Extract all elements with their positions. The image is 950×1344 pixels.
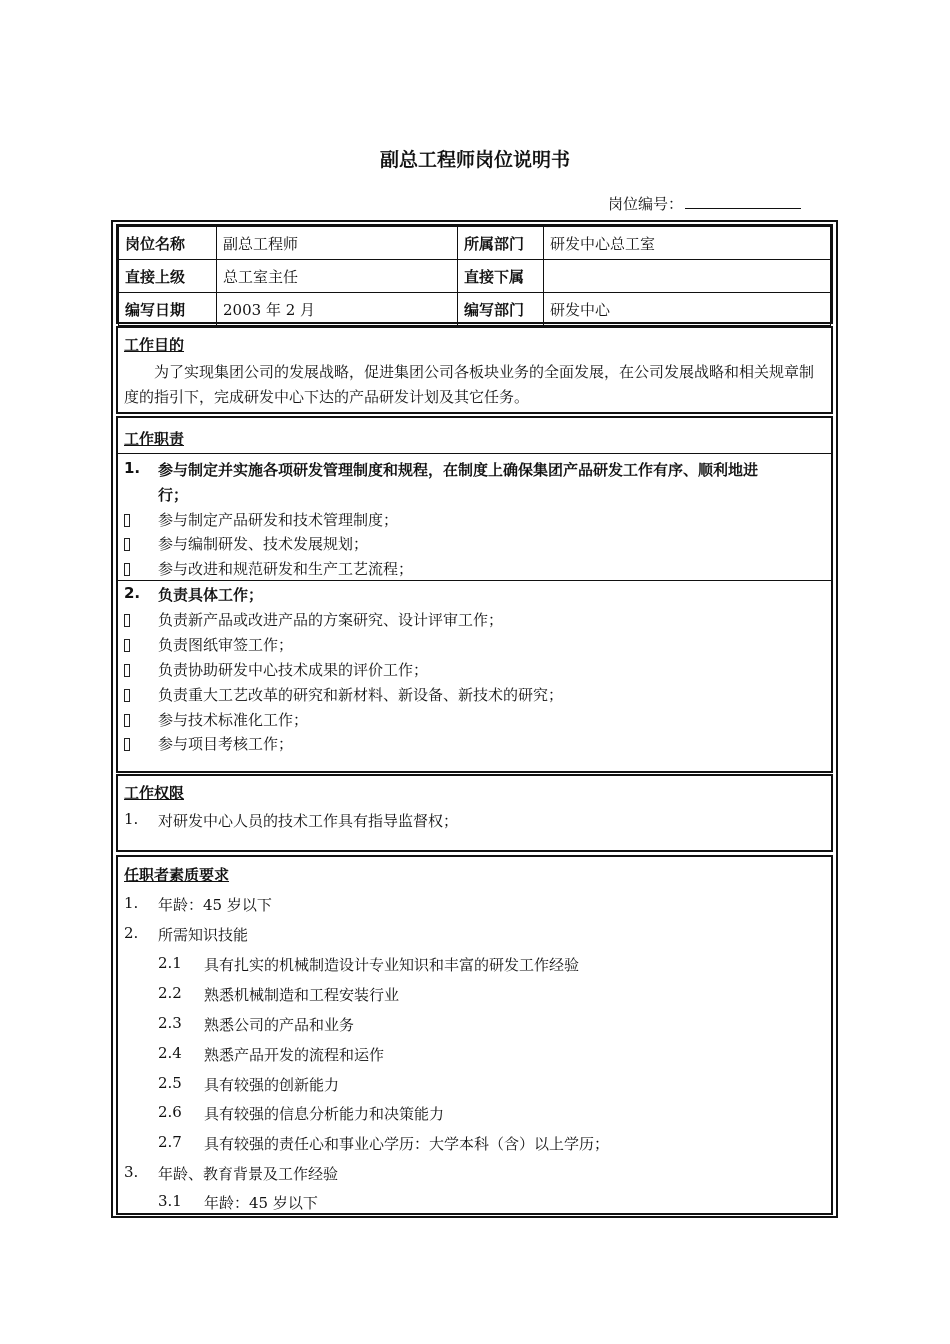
list-item-text: 参与技术标准化工作；: [158, 711, 309, 729]
requirements-section: [116, 855, 833, 1215]
value-write-department: 研发中心: [544, 293, 831, 326]
label-superior: 直接上级: [119, 260, 217, 293]
info-table: [118, 226, 831, 326]
value-superior: 总工室主任: [217, 260, 458, 293]
label-position-name: 岗位名称: [119, 227, 217, 260]
bullet-icon: [124, 563, 130, 576]
duties-heading: 工作职责: [124, 430, 185, 448]
post-number-blank: [685, 196, 801, 209]
requirement-number: 2.2: [158, 984, 182, 1002]
requirement-text: 具有较强的信息分析能力和决策能力: [204, 1105, 445, 1123]
authority-section: [116, 774, 833, 852]
duty-group-1-number: 1.: [124, 459, 141, 477]
bullet-icon: [124, 714, 130, 727]
list-item-text: 负责协助研发中心技术成果的评价工作；: [158, 661, 429, 679]
divider: [118, 453, 831, 454]
duty-group-2-text: 负责具体工作；: [158, 586, 264, 604]
bullet-icon: [124, 514, 130, 527]
list-item-text: 参与改进和规范研发和生产工艺流程；: [158, 560, 414, 578]
page-title: 副总工程师岗位说明书: [379, 149, 570, 171]
purpose-text: 为了实现集团公司的发展战略，促进集团公司各板块业务的全面发展，在公司发展战略和相关规章制度的指引下，完成研发中心下达的产品研发计划及其它任务。: [124, 363, 815, 406]
post-number-label: 岗位编号：: [608, 195, 684, 213]
list-item-text: 负责新产品或改进产品的方案研究、设计评审工作；: [158, 611, 504, 629]
list-item-text: 负责重大工艺改革的研究和新材料、新设备、新技术的研究；: [158, 686, 564, 704]
requirement-number: 3.1: [158, 1192, 182, 1210]
duties-section: [116, 416, 833, 773]
list-item-text: 参与编制研发、技术发展规划；: [158, 535, 369, 553]
bullet-icon: [124, 639, 130, 652]
label-department: 所属部门: [458, 227, 544, 260]
requirements-heading: 任职者素质要求: [124, 866, 230, 884]
authority-text: 对研发中心人员的技术工作具有指导监督权；: [158, 812, 459, 830]
authority-number: 1.: [124, 810, 139, 828]
requirement-text: 年龄、教育背景及工作经验: [158, 1165, 339, 1183]
requirement-text: 年龄：45 岁以下: [158, 896, 272, 914]
duty-group-2-number: 2.: [124, 584, 141, 602]
label-write-department: 编写部门: [458, 293, 544, 326]
list-item-text: 参与项目考核工作；: [158, 735, 294, 753]
value-subordinate: [544, 260, 831, 293]
requirement-number: 2.6: [158, 1103, 182, 1121]
info-row: [119, 260, 831, 293]
bullet-icon: [124, 738, 130, 751]
value-position-name: 副总工程师: [217, 227, 458, 260]
info-table-box: [116, 224, 833, 324]
label-write-date: 编写日期: [119, 293, 217, 326]
duty-group-1-line1: 参与制定并实施各项研发管理制度和规程，在制度上确保集团产品研发工作有序、顺利地进: [158, 461, 759, 479]
requirement-number: 2.3: [158, 1014, 182, 1032]
list-item-text: 参与制定产品研发和技术管理制度；: [158, 511, 399, 529]
requirement-text: 年龄：45 岁以下: [204, 1194, 318, 1212]
bullet-icon: [124, 538, 130, 551]
requirement-number: 2.5: [158, 1074, 182, 1092]
requirement-text: 熟悉公司的产品和业务: [204, 1016, 355, 1034]
requirement-number: 3.: [124, 1163, 139, 1181]
requirement-text: 具有较强的责任心和事业心学历：大学本科（含）以上学历；: [204, 1135, 610, 1153]
value-department: 研发中心总工室: [544, 227, 831, 260]
requirement-text: 熟悉产品开发的流程和运作: [204, 1046, 385, 1064]
requirement-number: 2.4: [158, 1044, 182, 1062]
purpose-heading: 工作目的: [124, 336, 185, 354]
requirement-text: 熟悉机械制造和工程安装行业: [204, 986, 400, 1004]
list-item-text: 负责图纸审签工作；: [158, 636, 294, 654]
bullet-icon: [124, 614, 130, 627]
divider: [118, 580, 831, 581]
requirement-number: 1.: [124, 894, 139, 912]
bullet-icon: [124, 664, 130, 677]
purpose-section: [116, 326, 833, 414]
bullet-icon: [124, 689, 130, 702]
info-row: [119, 227, 831, 260]
value-write-date: 2003 年 2 月: [217, 293, 458, 326]
label-subordinate: 直接下属: [458, 260, 544, 293]
info-row: [119, 293, 831, 326]
requirement-number: 2.7: [158, 1133, 182, 1151]
requirement-text: 所需知识技能: [158, 926, 249, 944]
requirement-number: 2.1: [158, 954, 182, 972]
post-number: [608, 193, 801, 214]
requirement-number: 2.: [124, 924, 139, 942]
requirement-text: 具有较强的创新能力: [204, 1076, 340, 1094]
requirement-text: 具有扎实的机械制造设计专业知识和丰富的研发工作经验: [204, 956, 580, 974]
duty-group-1-line2: 行；: [158, 486, 189, 504]
authority-heading: 工作权限: [124, 784, 185, 802]
